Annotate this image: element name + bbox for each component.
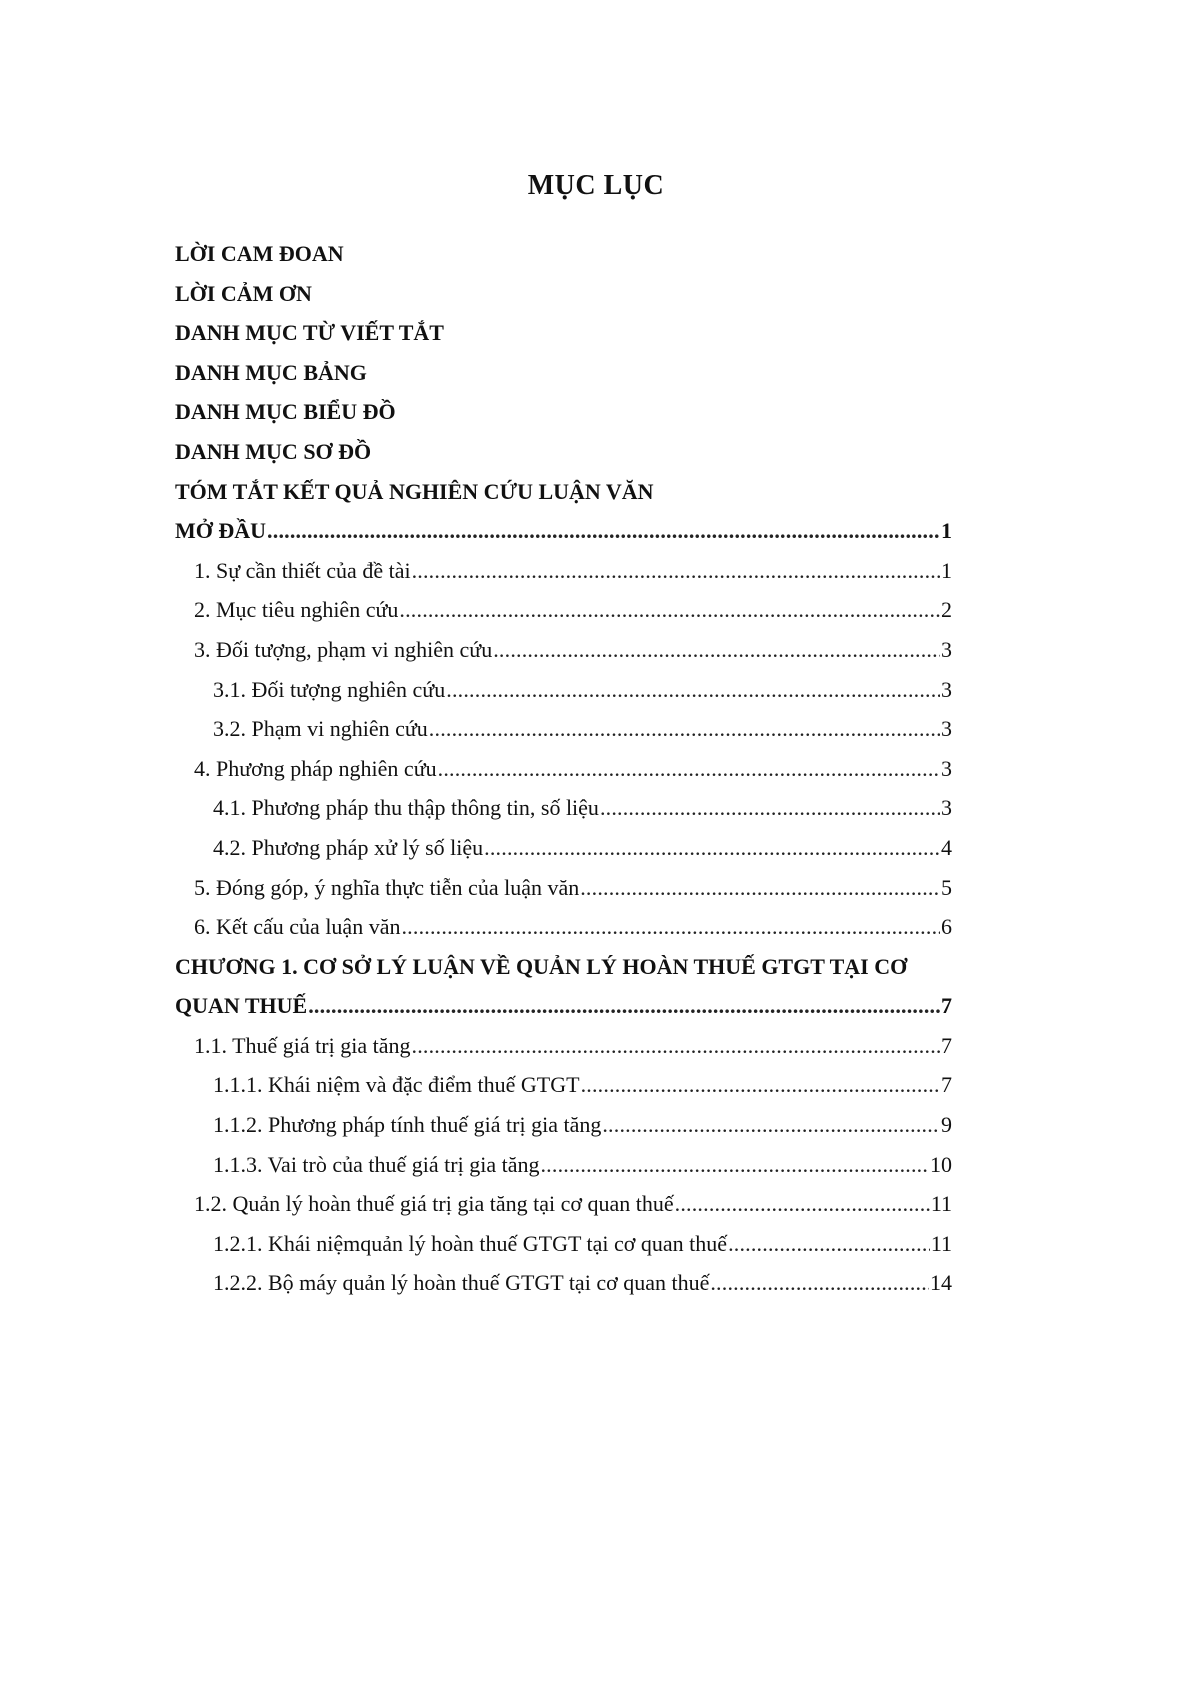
- toc-page-number: 10: [930, 1151, 952, 1177]
- toc-page-number: 3: [941, 676, 952, 702]
- toc-entry-text: 1.1.2. Phương pháp tính thuế giá trị gia tăng: [213, 1112, 602, 1138]
- toc-entry-text: 5. Đóng góp, ý nghĩa thực tiễn của luận văn: [194, 874, 580, 900]
- toc-entry-text: CHƯƠNG 1. CƠ SỞ LÝ LUẬN VỀ QUẢN LÝ HOÀN THUẾ GTGT TẠI CƠ: [175, 953, 908, 979]
- toc-entry[interactable]: [175, 274, 952, 314]
- toc-entry[interactable]: [175, 392, 952, 432]
- dot-leader: [675, 1184, 930, 1224]
- toc-page-number: 6: [941, 914, 952, 940]
- toc-page-number: 3: [941, 795, 952, 821]
- dot-leader: [429, 709, 940, 749]
- toc-page-number: 9: [941, 1112, 952, 1138]
- toc-page-number: 7: [941, 1072, 952, 1098]
- dot-leader: [710, 1263, 929, 1303]
- toc-page-number: 5: [941, 874, 952, 900]
- toc-entry[interactable]: [175, 1105, 952, 1145]
- page-title: MỤC LỤC: [527, 170, 665, 201]
- toc-page-number: 11: [930, 1230, 952, 1256]
- toc-entry-text: TÓM TẮT KẾT QUẢ NGHIÊN CỨU LUẬN VĂN: [175, 478, 654, 504]
- toc-entry[interactable]: [175, 234, 952, 274]
- dot-leader: [412, 1026, 941, 1066]
- toc-entry[interactable]: [175, 907, 952, 947]
- toc-entry-text: 1.1. Thuế giá trị gia tăng: [194, 1032, 411, 1058]
- dot-leader: [580, 868, 940, 908]
- toc-entry[interactable]: [175, 630, 952, 670]
- toc-entry[interactable]: [175, 1263, 952, 1303]
- toc-entry-text: 2. Mục tiêu nghiên cứu: [194, 597, 399, 623]
- toc-entry-text: LỜI CẢM ƠN: [175, 280, 312, 306]
- toc-entry-text: 4. Phương pháp nghiên cứu: [194, 755, 437, 781]
- toc-entry[interactable]: [175, 1145, 952, 1185]
- toc-entry[interactable]: [175, 1065, 952, 1105]
- toc-entry-continuation: [175, 986, 952, 1026]
- toc-entry-text: 3. Đối tượng, phạm vi nghiên cứu: [194, 636, 493, 662]
- dot-leader: [581, 1065, 940, 1105]
- toc-page-number: 7: [941, 993, 952, 1019]
- toc-entry[interactable]: [175, 868, 952, 908]
- toc-entry[interactable]: [175, 749, 952, 789]
- dot-leader: [401, 907, 940, 947]
- toc-page-number: 3: [941, 716, 952, 742]
- toc-entry-text: 1.2. Quản lý hoàn thuế giá trị gia tăng tại cơ quan thuế: [194, 1191, 674, 1217]
- toc-entry[interactable]: [175, 1224, 952, 1264]
- toc-entry[interactable]: [175, 313, 952, 353]
- toc-entry-text: 4.2. Phương pháp xử lý số liệu: [213, 834, 484, 860]
- table-of-contents: [175, 234, 952, 1303]
- toc-entry-text: DANH MỤC TỪ VIẾT TẮT: [175, 320, 444, 346]
- toc-entry[interactable]: [175, 709, 952, 749]
- dot-leader: [600, 788, 940, 828]
- toc-page-number: 4: [941, 834, 952, 860]
- toc-entry[interactable]: [175, 1184, 952, 1224]
- dot-leader: [484, 828, 940, 868]
- toc-entry[interactable]: [175, 788, 952, 828]
- toc-page-number: 2: [941, 597, 952, 623]
- toc-page-number: 3: [941, 636, 952, 662]
- dot-leader: [446, 670, 940, 710]
- dot-leader: [493, 630, 940, 670]
- toc-entry-text-continued: QUAN THUẾ: [175, 993, 308, 1019]
- toc-entry-text: MỞ ĐẦU: [175, 518, 267, 544]
- dot-leader: [540, 1145, 929, 1185]
- dot-leader: [267, 511, 940, 551]
- toc-page-number: 3: [941, 755, 952, 781]
- dot-leader: [728, 1224, 930, 1264]
- toc-entry[interactable]: [175, 353, 952, 393]
- toc-entry-text: 1.2.1. Khái niệmquản lý hoàn thuế GTGT tại cơ quan thuế: [213, 1230, 728, 1256]
- toc-entry[interactable]: [175, 828, 952, 868]
- toc-page-number: 7: [941, 1032, 952, 1058]
- toc-entry[interactable]: [175, 432, 952, 472]
- toc-entry[interactable]: [175, 511, 952, 551]
- dot-leader: [399, 590, 940, 630]
- toc-entry-text: 6. Kết cấu của luận văn: [194, 914, 401, 940]
- toc-entry-text: 3.1. Đối tượng nghiên cứu: [213, 676, 446, 702]
- toc-entry-text: 1.2.2. Bộ máy quản lý hoàn thuế GTGT tại cơ quan thuế: [213, 1270, 710, 1296]
- toc-entry-text: DANH MỤC SƠ ĐỒ: [175, 438, 372, 464]
- toc-entry-text: DANH MỤC BẢNG: [175, 359, 367, 385]
- toc-page-number: 14: [930, 1270, 952, 1296]
- toc-page-number: 1: [941, 518, 952, 544]
- toc-entry-text: 1.1.1. Khái niệm và đặc điểm thuế GTGT: [213, 1072, 580, 1098]
- toc-entry-text: DANH MỤC BIỂU ĐỒ: [175, 399, 396, 425]
- toc-entry[interactable]: [175, 670, 952, 710]
- toc-entry[interactable]: [175, 472, 952, 512]
- dot-leader: [438, 749, 940, 789]
- toc-page-number: 11: [930, 1191, 952, 1217]
- toc-page-number: 1: [941, 557, 952, 583]
- toc-entry[interactable]: [175, 1026, 952, 1066]
- toc-entry-text: LỜI CAM ĐOAN: [175, 241, 344, 266]
- dot-leader: [308, 986, 940, 1026]
- toc-entry[interactable]: [175, 551, 952, 591]
- dot-leader: [412, 551, 940, 591]
- toc-entry[interactable]: [175, 590, 952, 630]
- toc-entry-chapter-1[interactable]: [175, 947, 952, 1026]
- toc-entry-text: 4.1. Phương pháp thu thập thông tin, số liệu: [213, 795, 599, 821]
- toc-entry-text: 3.2. Phạm vi nghiên cứu: [213, 716, 428, 742]
- dot-leader: [602, 1105, 940, 1145]
- toc-entry-text: 1.1.3. Vai trò của thuế giá trị gia tăng: [213, 1151, 540, 1177]
- toc-entry-text: 1. Sự cần thiết của đề tài: [194, 557, 411, 583]
